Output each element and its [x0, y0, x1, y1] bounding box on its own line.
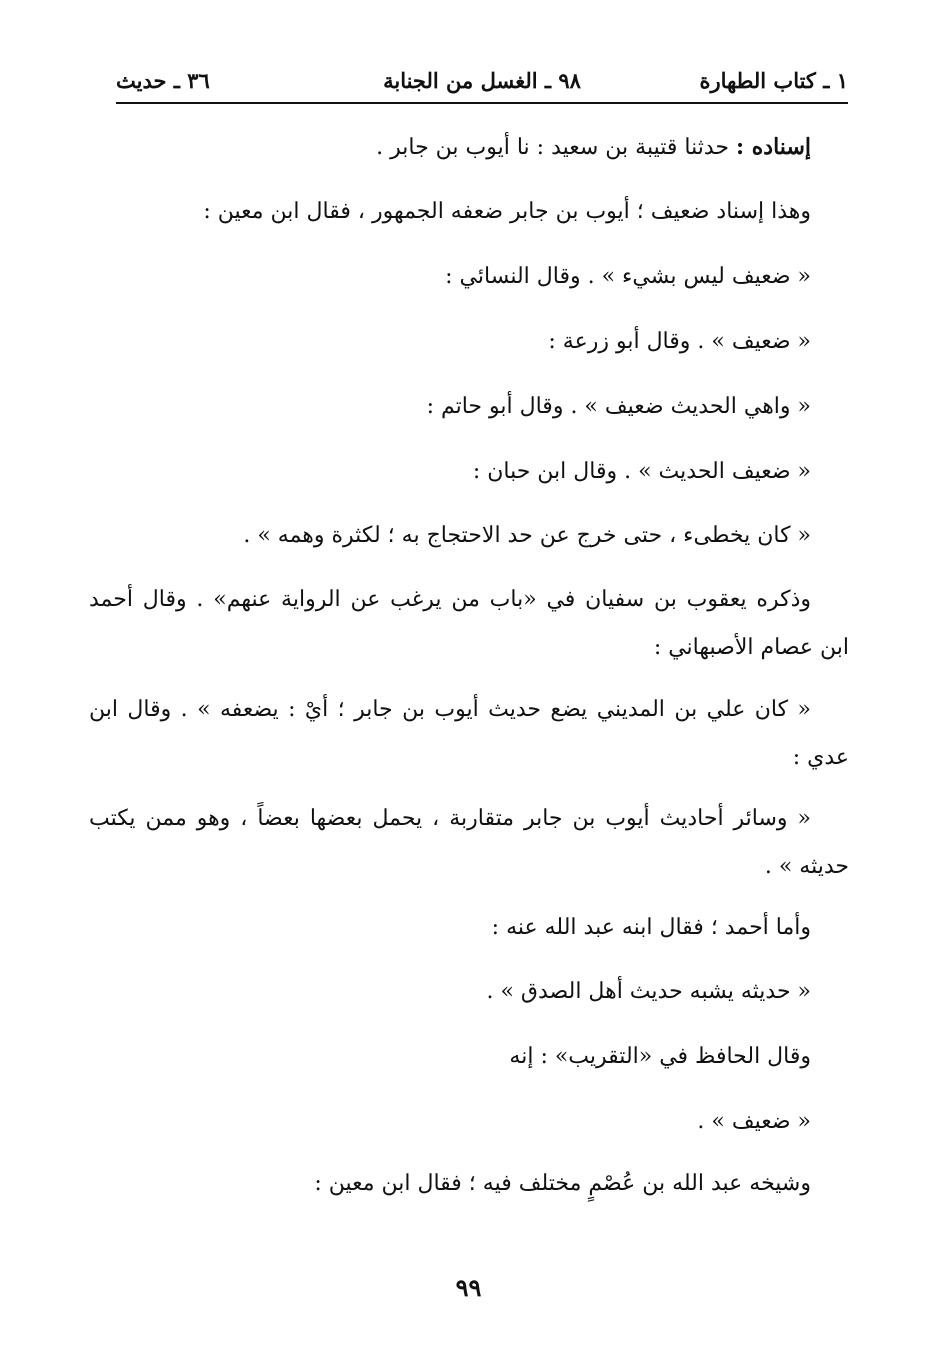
paragraph-line-1	[376, 129, 811, 166]
paragraph-line-8: وذكره يعقوب بن سفيان في «باب من يرغب عن الرواية عنهم» . وقال أحمد	[89, 587, 811, 612]
header-hadith-number: ٣٦ ـ حديث	[116, 68, 210, 93]
paragraph-line-9: ابن عصام الأصبهاني :	[653, 635, 849, 660]
paragraph-line-14: وأما أحمد ؛ فقال ابنه عبد الله عنه :	[491, 915, 811, 940]
paragraph-line-3: « ضعيف ليس بشيء » . وقال النسائي :	[445, 264, 811, 289]
isnad-text: حدثنا قتيبة بن سعيد : نا أيوب بن جابر .	[376, 135, 736, 160]
paragraph-line-5: « واهي الحديث ضعيف » . وقال أبو حاتم :	[426, 394, 811, 419]
paragraph-line-15: « حديثه يشبه حديث أهل الصدق » .	[486, 979, 811, 1004]
isnad-label: إسناده :	[736, 134, 811, 160]
paragraph-line-6: « ضعيف الحديث » . وقال ابن حبان :	[472, 459, 811, 484]
paragraph-line-16: وقال الحافظ في «التقريب» : إنه	[509, 1044, 811, 1069]
running-header	[116, 62, 848, 104]
paragraph-line-13: حديثه » .	[764, 854, 849, 879]
page-number: ٩٩	[455, 1273, 482, 1302]
paragraph-line-2: وهذا إسناد ضعيف ؛ أيوب بن جابر ضعفه الجمهور ، فقال ابن معين :	[203, 199, 811, 224]
paragraph-line-18: وشيخه عبد الله بن عُصْمٍ مختلف فيه ؛ فقال ابن معين :	[314, 1171, 811, 1196]
header-chapter-title: ٩٨ ـ الغسل من الجنابة	[383, 68, 581, 93]
paragraph-line-11: عدي :	[792, 745, 849, 770]
paragraph-line-10: « كان علي بن المديني يضع حديث أيوب بن جابر ؛ أيْ : يضعفه » . وقال ابن	[89, 697, 811, 722]
paragraph-line-17: « ضعيف » .	[697, 1109, 811, 1134]
paragraph-line-7: « كان يخطىء ، حتى خرج عن حد الاحتجاج به ؛ لكثرة وهمه » .	[243, 523, 811, 548]
paragraph-line-4: « ضعيف » . وقال أبو زرعة :	[548, 329, 811, 354]
header-book-title: ١ ـ كتاب الطهارة	[699, 68, 848, 93]
paragraph-line-12: « وسائر أحاديث أيوب بن جابر متقاربة ، يحمل بعضها بعضاً ، وهو ممن يكتب	[89, 806, 811, 831]
